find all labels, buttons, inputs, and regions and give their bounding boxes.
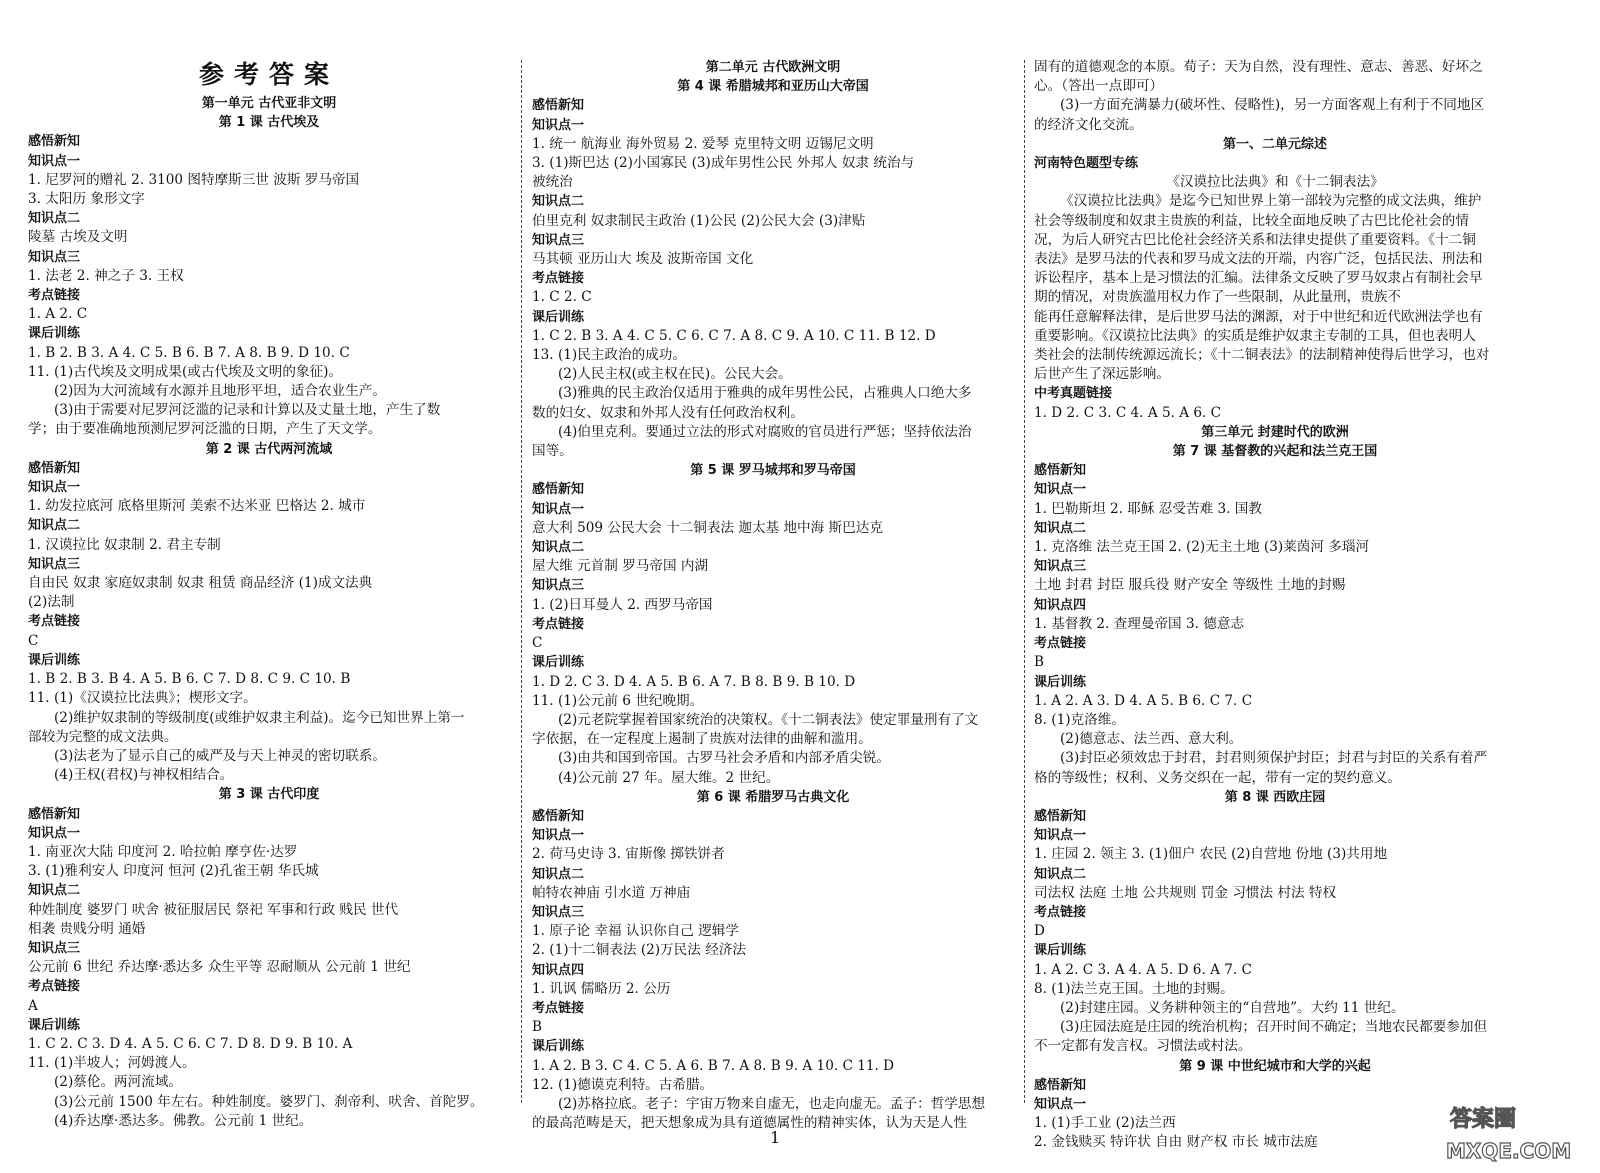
- answer-line: 1. 原子论 幸福 认识你自己 逻辑学: [532, 923, 739, 940]
- answer-line: 1. 尼罗河的赠礼 2. 3100 图特摩斯三世 波斯 罗马帝国: [28, 171, 360, 188]
- answer-line: 学；由于要准确地预测尼罗河泛滥的日期，产生了天文学。: [28, 421, 382, 438]
- answer-line: 固有的道德观念的本原。荀子：天为自然，没有理性、意志、善恶、好坏之: [1034, 59, 1483, 75]
- answer-line: 自由民 奴隶 家庭奴隶制 奴隶 租赁 商品经济 (1)成文法典: [28, 575, 373, 592]
- section-label: 知识点一: [28, 153, 81, 169]
- answer-line: 司法权 法庭 土地 公共规则 罚金 习惯法 村法 特权: [1034, 884, 1337, 901]
- section-label: 感悟新知: [28, 460, 81, 476]
- watermark-line-1: 答案圈: [1450, 1107, 1517, 1132]
- answer-line: 伯里克利 奴隶制民主政治 (1)公民 (2)公民大会 (3)津贴: [532, 212, 866, 229]
- watermark-logo: [1440, 1098, 1590, 1168]
- answer-line: 1. A 2. B 3. C 4. C 5. A 6. B 7. A 8. B 9. A 10. C 11. D: [532, 1057, 895, 1074]
- answer-line: 1. 幼发拉底河 底格里斯河 美索不达米亚 巴格达 2. 城市: [28, 498, 366, 515]
- section-label: 知识点二: [1034, 520, 1087, 536]
- answer-line: 数的妇女、奴隶和外邦人没有任何政治权利。: [532, 404, 804, 421]
- answer-line: 3. (1)斯巴达 (2)小国寡民 (3)成年男性公民 外邦人 奴隶 统治与: [532, 155, 915, 172]
- page-number: 1: [770, 1128, 781, 1147]
- section-label: 知识点二: [1034, 866, 1087, 882]
- section-label: 知识点一: [28, 825, 81, 841]
- answer-line: C: [532, 635, 543, 652]
- answer-line: B: [1034, 654, 1044, 671]
- lesson-heading: 第 3 课 古代印度: [218, 787, 320, 803]
- answer-line: 1. 讥讽 儒略历 2. 公历: [532, 980, 671, 997]
- column-divider: [521, 60, 522, 1103]
- unit-heading: 第二单元 古代欧洲文明: [705, 60, 841, 75]
- lesson-heading: 第 9 课 中世纪城市和大学的兴起: [1179, 1058, 1371, 1074]
- section-label: 知识点四: [532, 962, 585, 978]
- page-title: 参考答案: [198, 60, 339, 89]
- answer-line: 格的等级性；权利、义务交织在一起，带有一定的契约意义。: [1034, 769, 1402, 786]
- section-label: 知识点二: [28, 883, 81, 899]
- answer-line: 3. (1)雅利安人 印度河 恒河 (2)孔雀王朝 华氏城: [28, 863, 319, 880]
- lesson-heading: 第 7 课 基督教的兴起和法兰克王国: [1172, 444, 1378, 460]
- answer-line: (2)法制: [28, 594, 75, 611]
- lesson-heading: 第 5 课 罗马城邦和罗马帝国: [690, 463, 856, 479]
- section-label: 考点链接: [532, 1000, 585, 1016]
- answer-line: 类社会的法制传统源远流长；《十二铜表法》的法制精神使得后世学习，也对: [1034, 347, 1490, 364]
- answer-line: 11. (1)《汉谟拉比法典》；楔形文字。: [28, 690, 257, 707]
- unit-heading: 第一、二单元综述: [1222, 136, 1327, 152]
- answer-column-1: [28, 58, 510, 1131]
- answer-line: 8. (1)克洛维。: [1034, 711, 1125, 728]
- answer-line: (3)公元前 1500 年左右。种姓制度。婆罗门、刹帝利、吠舍、首陀罗。: [54, 1093, 484, 1110]
- section-label: 知识点一: [1034, 1096, 1087, 1112]
- answer-line: 2. 金钱赎买 特许状 自由 财产权 市长 城市法庭: [1034, 1134, 1318, 1151]
- section-label: 考点链接: [532, 616, 585, 632]
- answer-line: (4)伯里克利。要通过立法的形式对腐败的官员进行严惩；坚持依法治: [558, 423, 972, 440]
- answer-line: 字依据，在一定程度上遏制了贵族对法律的曲解和滥用。: [532, 731, 872, 748]
- answer-line: 1. A 2. C: [28, 306, 88, 323]
- lesson-heading: 第 6 课 希腊罗马古典文化: [696, 789, 850, 805]
- answer-line: 期的情况，对贵族滥用权力作了一些限制，从此量刑，贵族不: [1034, 289, 1402, 306]
- answer-line: (2)元老院掌握着国家统治的决策权。《十二铜表法》使定罪量刑有了文: [558, 711, 979, 728]
- answer-line: (2)苏格拉底。老子：宇宙万物来自虚无，也走向虚无。孟子：哲学思想: [558, 1095, 986, 1112]
- answer-line: 土地 封君 封臣 服兵役 财产安全 等级性 土地的封赐: [1034, 577, 1346, 594]
- answer-line: (2)蔡伦。两河流域。: [54, 1074, 183, 1091]
- answer-line: 1. D 2. C 3. C 4. A 5. A 6. C: [1034, 404, 1222, 421]
- answer-line: 1. 克洛维 法兰克王国 2. (2)无主土地 (3)莱茵河 多瑙河: [1034, 539, 1370, 556]
- section-label: 感悟新知: [1034, 463, 1087, 479]
- section-label: 知识点一: [1034, 828, 1087, 844]
- section-label: 考点链接: [28, 288, 81, 304]
- unit-heading: 第三单元 封建时代的欧洲: [1201, 424, 1349, 440]
- answer-line: 的最高范畴是天，把天想象成为具有道德属性的精神实体，认为天是人性: [532, 1115, 967, 1132]
- answer-line: (2)封建庄园。义务耕种领主的“自营地”。大约 11 世纪。: [1060, 999, 1405, 1016]
- section-label: 感悟新知: [28, 806, 81, 822]
- watermark-line-2: MXQE.COM: [1446, 1139, 1572, 1163]
- answer-line: (4)公元前 27 年。屋大维。2 世纪。: [558, 769, 780, 786]
- answer-line: 马其顿 亚历山大 埃及 波斯帝国 文化: [532, 251, 754, 268]
- answer-line: 不一定都有发言权。习惯法或村法。: [1034, 1038, 1252, 1055]
- answer-line: C: [28, 632, 39, 649]
- answer-column-3: [1034, 58, 1516, 1153]
- answer-line: 1. (1)手工业 (2)法兰西: [1034, 1115, 1176, 1132]
- answer-line: 1. 基督教 2. 查理曼帝国 3. 德意志: [1034, 615, 1245, 632]
- section-label: 感悟新知: [1034, 808, 1087, 824]
- section-label: 感悟新知: [532, 98, 585, 114]
- answer-line: 表法》是罗马法的代表和罗马成文法的开端，内容广泛，包括民法、刑法和: [1034, 251, 1483, 268]
- answer-line: 重要影响。《汉谟拉比法典》的实质是维护奴隶主专制的工具，但也表明人: [1034, 327, 1476, 344]
- answer-line: 心。（答出一点即可）: [1034, 78, 1164, 95]
- answer-line: 后世产生了深远影响。: [1034, 366, 1170, 383]
- section-label: 知识点三: [28, 940, 81, 956]
- section-label: 课后训练: [532, 1039, 585, 1055]
- section-label: 课后训练: [28, 652, 81, 668]
- answer-line: 1. 巴勒斯坦 2. 耶稣 忍受苦难 3. 国教: [1034, 500, 1262, 517]
- answer-line: (4)乔达摩·悉达多。佛教。公元前 1 世纪。: [54, 1112, 313, 1129]
- section-label: 考点链接: [28, 979, 81, 995]
- unit-heading: 第一单元 古代亚非文明: [201, 96, 337, 111]
- answer-line: 诉讼程序，基本上是习惯法的汇编。法律条文反映了罗马奴隶占有制社会早: [1034, 270, 1483, 287]
- section-label: 课后训练: [28, 1017, 81, 1033]
- answer-line: 13. (1)民主政治的成功。: [532, 347, 686, 364]
- section-label: 知识点二: [532, 866, 585, 882]
- answer-line: 1. C 2. C: [532, 289, 592, 306]
- answer-line: (2)维护奴隶制的等级制度(或维护奴隶主利益)。迄今已知世界上第一: [54, 709, 465, 726]
- answer-line: B: [532, 1019, 542, 1036]
- section-label: 知识点三: [532, 232, 585, 248]
- section-label: 知识点一: [28, 480, 81, 496]
- section-label: 课后训练: [532, 655, 585, 671]
- section-label: 课后训练: [28, 326, 81, 342]
- section-label: 课后训练: [1034, 943, 1087, 959]
- section-label: 知识点三: [532, 904, 585, 920]
- answer-line: (4)王权(君权)与神权相结合。: [54, 767, 234, 784]
- answer-line: 1. B 2. B 3. B 4. A 5. B 6. C 7. D 8. C 9. C 10. B: [28, 671, 351, 688]
- answer-line: 11. (1)古代埃及文明成果(或古代埃及文明的象征)。: [28, 363, 343, 380]
- section-label: 中考真题链接: [1034, 386, 1113, 402]
- answer-line: A: [28, 997, 38, 1014]
- answer-line: 11. (1)公元前 6 世纪晚期。: [532, 692, 704, 709]
- answer-line: (3)雅典的民主政治仅适用于雅典的成年男性公民，占雅典人口绝大多: [558, 385, 972, 402]
- answer-line: 陵墓 古埃及文明: [28, 229, 128, 246]
- answer-line: 1. 统一 航海业 海外贸易 2. 爱琴 克里特文明 迈锡尼文明: [532, 135, 874, 152]
- answer-line: 公元前 6 世纪 乔达摩·悉达多 众生平等 忍耐顺从 公元前 1 世纪: [28, 959, 411, 976]
- answer-line: 2. 荷马史诗 3. 宙斯像 掷铁饼者: [532, 846, 725, 863]
- section-label: 课后训练: [1034, 674, 1087, 690]
- lesson-heading: 第 2 课 古代两河流域: [205, 441, 333, 457]
- section-label: 感悟新知: [1034, 1077, 1087, 1093]
- answer-line: 1. A 2. A 3. D 4. A 5. B 6. C 7. C: [1034, 692, 1253, 709]
- answer-line: 意大利 509 公民大会 十二铜表法 迦太基 地中海 斯巴达克: [532, 519, 883, 536]
- answer-line: 1. A 2. C 3. A 4. A 5. D 6. A 7. C: [1034, 961, 1252, 978]
- lesson-heading: 第 8 课 西欧庄园: [1224, 789, 1326, 805]
- answer-line: 2. (1)十二铜表法 (2)万民法 经济法: [532, 942, 746, 959]
- answer-line: 3. 太阳历 象形文字: [28, 191, 145, 208]
- answer-line: 11. (1)半坡人；河姆渡人。: [28, 1055, 196, 1072]
- section-label: 知识点二: [28, 211, 81, 227]
- answer-line: (2)人民主权(或主权在民)。公民大会。: [558, 366, 792, 383]
- answer-line: 相袭 贵贱分明 通婚: [28, 920, 146, 937]
- section-label: 感悟新知: [532, 482, 585, 498]
- section-label: 知识点二: [532, 194, 585, 210]
- answer-line: 1. C 2. C 3. D 4. A 5. C 6. C 7. D 8. D 9. B 10. A: [28, 1035, 353, 1052]
- answer-line: (3)由于需要对尼罗河泛滥的记录和计算以及丈量土地，产生了数: [54, 402, 441, 419]
- answer-line: (3)由共和国到帝国。古罗马社会矛盾和内部矛盾尖锐。: [558, 750, 890, 767]
- section-label: 考点链接: [532, 271, 585, 287]
- answer-line: 能再任意解释法律，是后世罗马法的渊源，对于中世纪和近代欧洲法学也有: [1034, 308, 1483, 325]
- section-label: 知识点一: [1034, 482, 1087, 498]
- answer-line: 部较为完整的成文法典。: [28, 728, 178, 745]
- section-label: 知识点三: [532, 578, 585, 594]
- answer-line: 况，为后人研究古巴比伦社会经济关系和法律史提供了重要资料。《十二铜: [1034, 231, 1476, 248]
- section-label: 知识点一: [532, 117, 585, 133]
- answer-line: (3)庄园法庭是庄园的统治机构；召开时间不确定；当地农民都要参加但: [1060, 1019, 1488, 1036]
- answer-line: 屋大维 元首制 罗马帝国 内湖: [532, 558, 709, 575]
- section-label: 知识点三: [28, 556, 81, 572]
- answer-line: 《汉谟拉比法典》是迄今已知世界上第一部较为完整的成文法典，维护: [1060, 193, 1482, 210]
- answer-line: 1. 汉谟拉比 奴隶制 2. 君主专制: [28, 536, 221, 553]
- lesson-heading: 第 1 课 古代埃及: [218, 115, 320, 131]
- answer-column-2: [532, 58, 1014, 1133]
- answer-line: 1. (2)日耳曼人 2. 西罗马帝国: [532, 596, 713, 613]
- section-label: 考点链接: [28, 614, 81, 630]
- answer-line: (2)德意志、法兰西、意大利。: [1060, 731, 1243, 748]
- answer-line: 《汉谟拉比法典》和《十二铜表法》: [1166, 174, 1384, 191]
- section-label: 课后训练: [532, 309, 585, 325]
- section-label: 知识点一: [532, 828, 585, 844]
- section-label: 考点链接: [1034, 636, 1087, 652]
- section-label: 考点链接: [1034, 904, 1087, 920]
- answer-line: (2)因为大河流域有水源并且地形平坦，适合农业生产。: [54, 383, 386, 400]
- answer-line: 1. D 2. C 3. D 4. A 5. B 6. A 7. B 8. B 9. B 10. D: [532, 673, 856, 690]
- answer-line: (3)一方面充满暴力(破坏性、侵略性)，另一方面客观上有利于不同地区: [1060, 97, 1485, 114]
- answer-line: 1. 南亚次大陆 印度河 2. 哈拉帕 摩亨佐·达罗: [28, 843, 298, 860]
- answer-line: 1. C 2. B 3. A 4. C 5. C 6. C 7. A 8. C 9. A 10. C 11. B 12. D: [532, 327, 936, 344]
- section-label: 知识点三: [28, 249, 81, 265]
- answer-line: (3)封臣必须效忠于封君，封君则须保护封臣；封君与封臣的关系有着严: [1060, 750, 1488, 767]
- answer-line: 种姓制度 婆罗门 吠舍 被征服居民 祭祀 军事和行政 贱民 世代: [28, 901, 399, 918]
- section-label: 河南特色题型专练: [1034, 156, 1139, 172]
- answer-line: 8. (1)法兰克王国。土地的封赐。: [1034, 980, 1234, 997]
- section-label: 知识点四: [1034, 597, 1087, 613]
- answer-line: 1. 庄园 2. 领主 3. (1)佃户 农民 (2)自营地 份地 (3)共用地: [1034, 846, 1388, 863]
- answer-line: 帕特农神庙 引水道 万神庙: [532, 884, 691, 901]
- answer-line: 被统治: [532, 174, 573, 191]
- section-label: 知识点二: [28, 518, 81, 534]
- answer-line: 12. (1)德谟克利特。古希腊。: [532, 1076, 714, 1093]
- answer-line: 的经济文化交流。: [1034, 116, 1143, 133]
- section-label: 知识点三: [1034, 559, 1087, 575]
- answer-line: 1. B 2. B 3. A 4. C 5. B 6. B 7. A 8. B 9. D 10. C: [28, 344, 350, 361]
- answer-line: D: [1034, 923, 1045, 940]
- section-label: 感悟新知: [28, 134, 81, 150]
- lesson-heading: 第 4 课 希腊城邦和亚历山大帝国: [677, 79, 869, 95]
- answer-line: 国等。: [532, 443, 573, 460]
- section-label: 感悟新知: [532, 808, 585, 824]
- answer-line: 1. 法老 2. 神之子 3. 王权: [28, 267, 184, 284]
- section-label: 知识点二: [532, 540, 585, 556]
- section-label: 知识点一: [532, 501, 585, 517]
- answer-line: 社会等级制度和奴隶主贵族的利益，比较全面地反映了古巴比伦社会的情: [1034, 212, 1469, 229]
- answer-line: (3)法老为了显示自己的威严及与天上神灵的密切联系。: [54, 747, 386, 764]
- column-divider: [1024, 60, 1025, 1103]
